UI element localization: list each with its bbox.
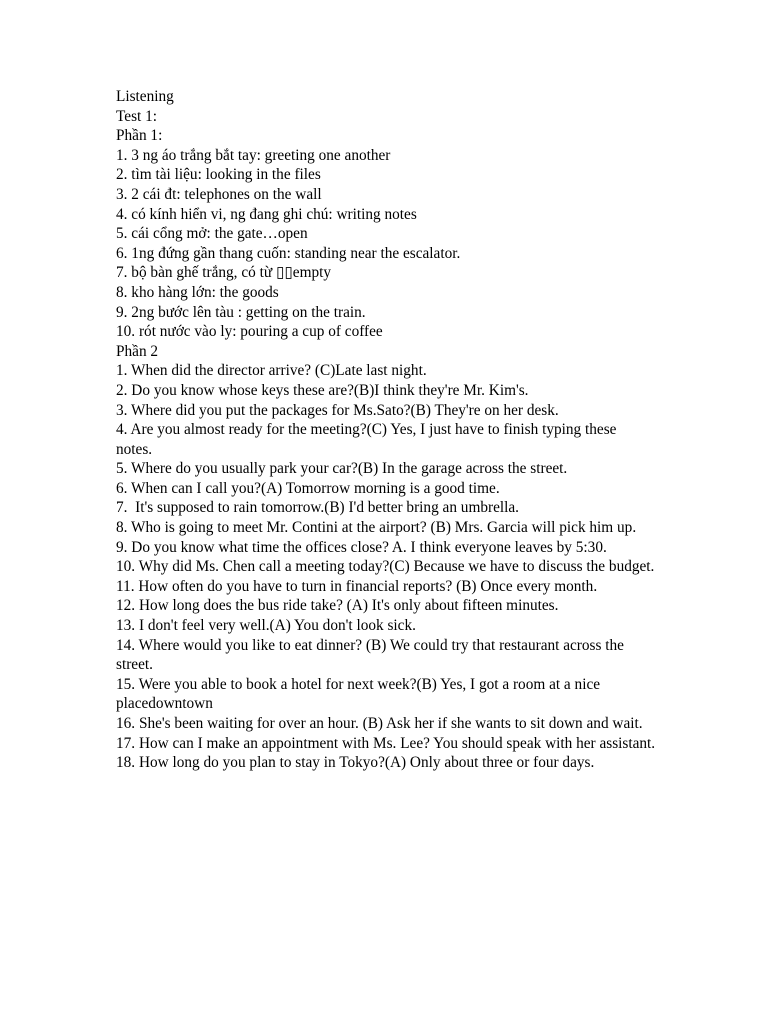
part2-item: 5. Where do you usually park your car?(B) In the garage across the street. [116, 460, 568, 478]
part2-heading: Phần 2 [116, 342, 159, 360]
part2-item: 17. How can I make an appointment with Ms. Lee? You should speak with her assistant. [116, 734, 656, 752]
part1-item: 10. rót nước vào ly: pouring a cup of coffee [116, 323, 383, 341]
part2-item: 7. It's supposed to rain tomorrow.(B) I'd better bring an umbrella. [116, 499, 519, 517]
part2-item: 18. How long do you plan to stay in Tokyo?(A) Only about three or four days. [116, 754, 595, 772]
part2-item: 6. When can I call you?(A) Tomorrow morning is a good time. [116, 479, 500, 497]
part1-item: 9. 2ng bước lên tàu : getting on the train. [116, 303, 366, 321]
part1-item: 8. kho hàng lớn: the goods [116, 283, 279, 301]
part2-item: 1. When did the director arrive? (C)Late last night. [116, 362, 427, 380]
part2-item: 14. Where would you like to eat dinner? (B) We could try that restaurant across the street. [116, 636, 628, 674]
part2-item: 8. Who is going to meet Mr. Contini at the airport? (B) Mrs. Garcia will pick him up. [116, 519, 637, 537]
part1-item: 4. có kính hiển vi, ng đang ghi chú: writing notes [116, 205, 417, 223]
test-heading: Test 1: [116, 107, 157, 125]
part2-item: 15. Were you able to book a hotel for next week?(B) Yes, I got a room at a nice placedowntown [116, 675, 604, 713]
part2-item: 12. How long does the bus ride take? (A) It's only about fifteen minutes. [116, 597, 559, 615]
part2-item: 11. How often do you have to turn in financial reports? (B) Once every month. [116, 577, 598, 595]
part1-item: 6. 1ng đứng gần thang cuốn: standing near the escalator. [116, 244, 461, 262]
part2-item: 10. Why did Ms. Chen call a meeting today?(C) Because we have to discuss the budget. [116, 558, 655, 576]
part1-item: 1. 3 ng áo trắng bắt tay: greeting one another [116, 146, 391, 164]
document-body [116, 87, 656, 773]
part1-item: 5. cái cổng mở: the gate…open [116, 225, 308, 243]
part2-item: 4. Are you almost ready for the meeting?(C) Yes, I just have to finish typing these notes. [116, 421, 621, 458]
part2-item: 2. Do you know whose keys these are?(B)I think they're Mr. Kim's. [116, 381, 529, 399]
document-title: Listening [116, 88, 174, 105]
part2-item: 13. I don't feel very well.(A) You don't look sick. [116, 617, 416, 635]
part2-item: 16. She's been waiting for over an hour. (B) Ask her if she wants to sit down and wait. [116, 715, 643, 732]
part1-item: 3. 2 cái đt: telephones on the wall [116, 185, 322, 203]
part1-item: 7. bộ bàn ghế trắng, có từ ▯▯empty [116, 264, 332, 282]
part2-item: 3. Where did you put the packages for Ms.Sato?(B) They're on her desk. [116, 401, 559, 419]
part1-heading: Phần 1: [116, 127, 163, 145]
part1-item: 2. tìm tài liệu: looking in the files [116, 166, 321, 184]
part2-item: 9. Do you know what time the offices close? A. I think everyone leaves by 5:30. [116, 538, 607, 556]
